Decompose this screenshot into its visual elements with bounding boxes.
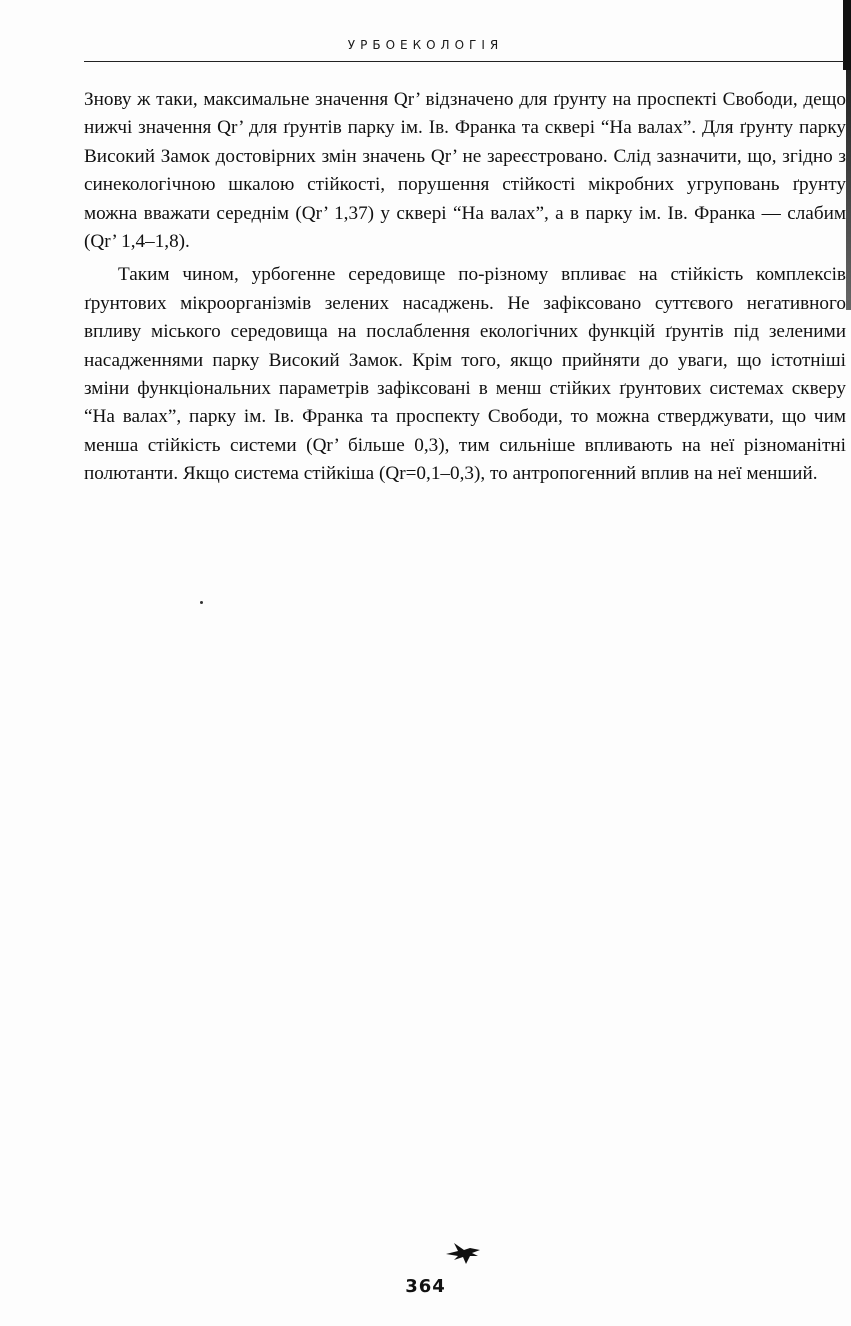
paragraph-1: Знову ж таки, максимальне значення Qr’ відзначено для ґрунту на проспекті Свободи, дещо нижчі значення Qr’ для ґрунтів парку ім. Ів. Франка та сквері “На валах”. Для ґрунту парку Високий Замок достовірних змін значень Qr’ не зареєстровано. Слід зазначити, що, згідно з синекологічною шкалою стійкості, порушення стійкості мікробних угруповань ґрунту можна вважати середнім (Qr’ 1,37) у сквері “На валах”, а в парку ім. Ів. Франка — слабим (Qr’ 1,4–1,8). xyxy=(84,89,846,253)
swallow-bird-icon xyxy=(444,1240,482,1270)
header-divider xyxy=(84,61,844,62)
page-edge-shadow xyxy=(843,0,851,70)
body-text xyxy=(84,86,846,489)
print-speck xyxy=(200,601,203,604)
page-number: 364 xyxy=(405,1276,446,1297)
page-edge-shadow-lower xyxy=(846,70,851,310)
paragraph-2: Таким чином, урбогенне середовище по-різному впливає на стійкість комплексів ґрунтових мікроорганізмів зелених насаджень. Не зафіксовано суттєвого негативного впливу міського середовища на послаблення екологічних функцій ґрунтів під зеленими насадженнями парку Високий Замок. Крім того, якщо прийняти до уваги, що істотніші зміни функціональних параметрів зафіксовані в менш стійких ґрунтових системах скверу “На валах”, парку ім. Ів. Франка та проспекту Свободи, то можна стверджувати, що чим менша стійкість системи (Qr’ більше 0,3), тим сильніше впливають на неї різноманітні полютанти. Якщо система стійкіша (Qr=0,1–0,3), то антропогенний вплив на неї менший. xyxy=(84,264,846,485)
running-header: УРБОЕКОЛОГІЯ xyxy=(347,38,504,52)
